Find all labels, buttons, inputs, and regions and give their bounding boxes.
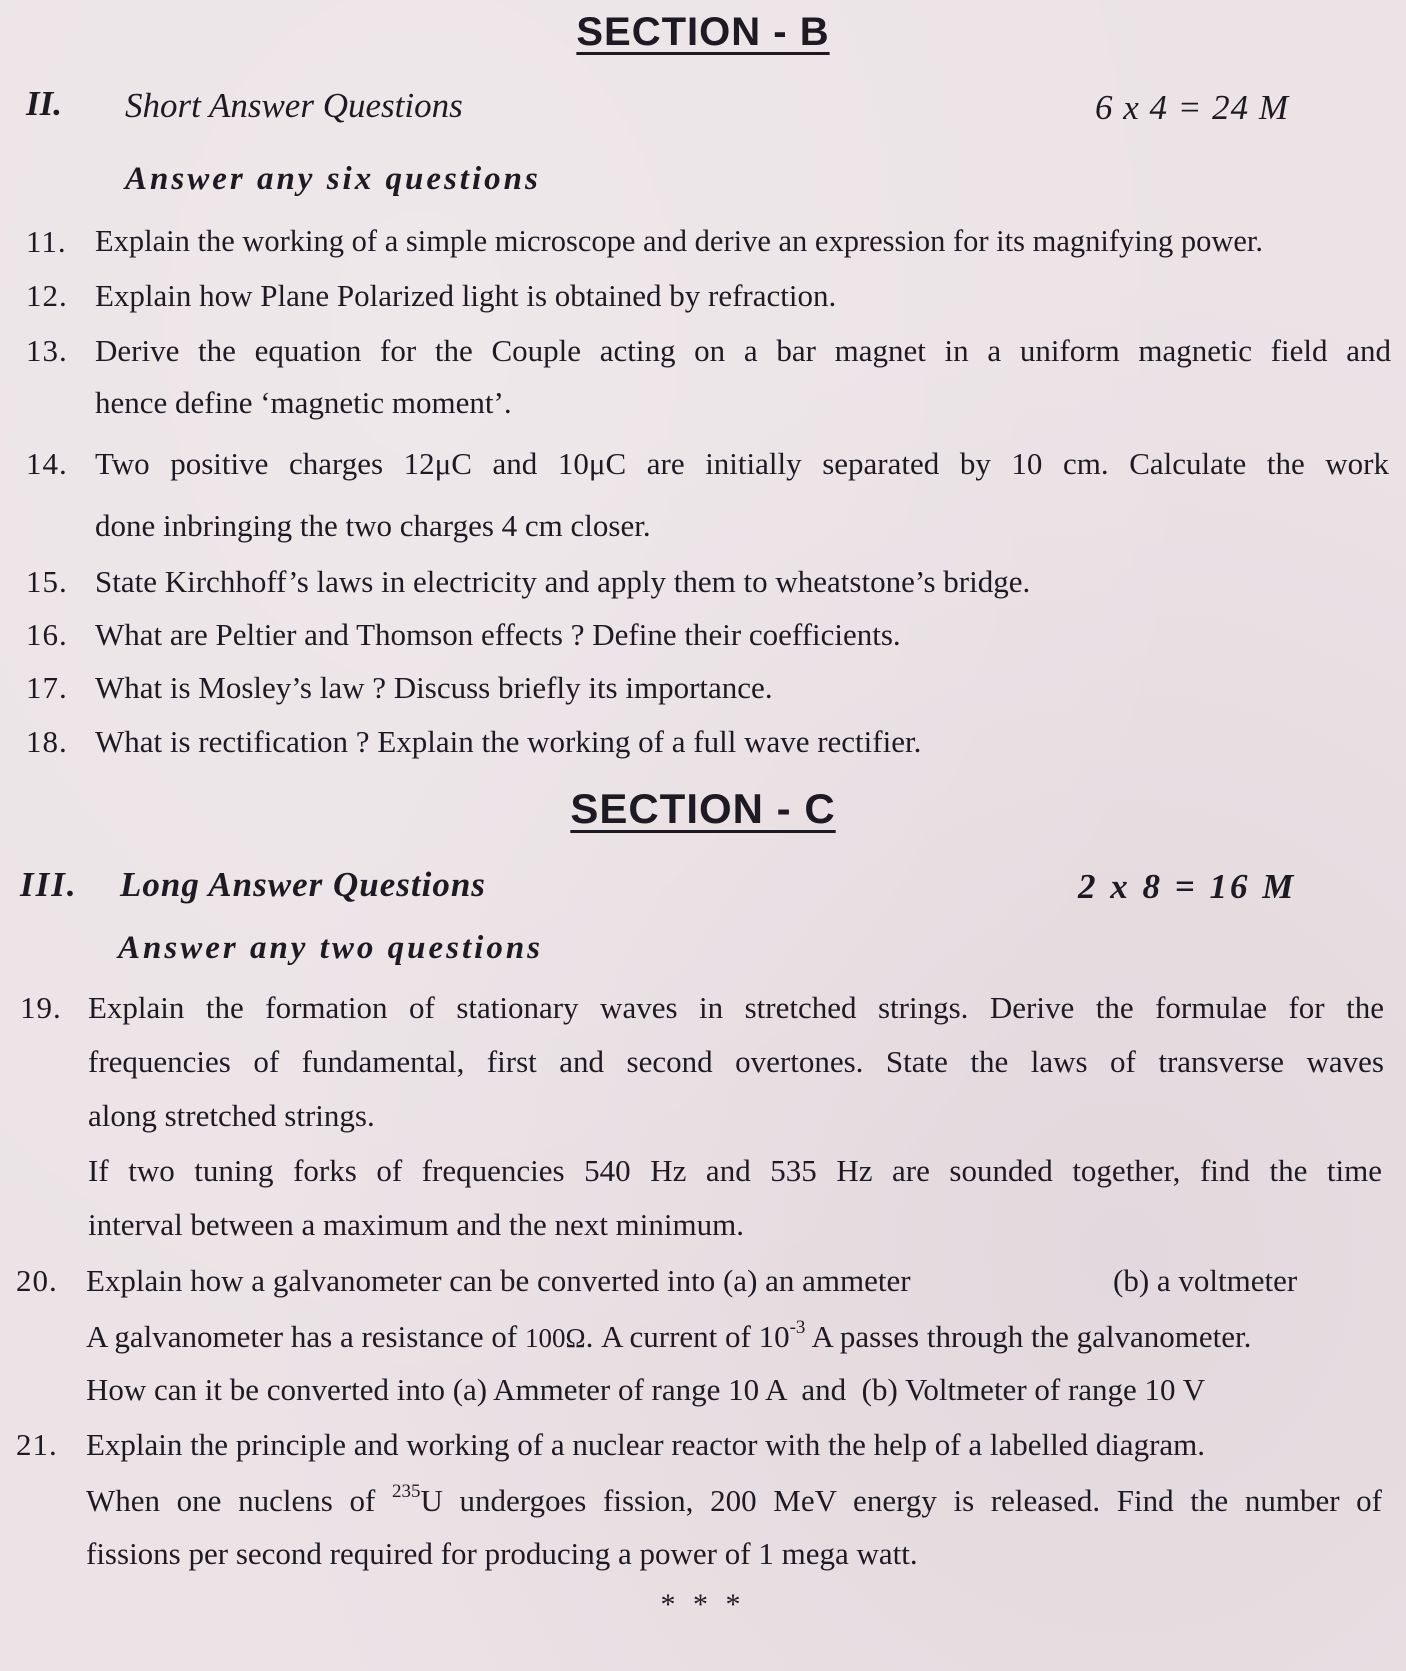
question-text [86,1481,1382,1519]
exponent: -3 [789,1317,806,1338]
section-c-marks: 2 x 8 = 16 M [1078,867,1297,906]
question-text: What are Peltier and Thomson effects ? Define their coefficients. [95,617,901,652]
question-text: (b) a voltmeter [1113,1263,1298,1298]
question-text: Explain the principle and working of a nuclear reactor with the help of a labelled diagram. [86,1427,1206,1462]
question-number: 17. [26,670,68,705]
question-text: frequencies of fundamental, first and second overtones. State the laws of transverse waves [88,1044,1384,1079]
section-b-marks: 6 x 4 = 24 M [1095,88,1290,127]
section-c-instruction: Answer any two questions [118,930,544,966]
question-number: 19. [20,990,62,1025]
question-text: done inbringing the two charges 4 cm closer. [95,508,651,543]
q21-text-part: U undergoes fission, 200 MeV energy is released. Find the number of [420,1483,1383,1518]
section-c-heading: SECTION - C [570,785,836,832]
section-b-roman-numeral: II. [26,84,62,123]
question-number: 14. [26,446,68,481]
section-c-roman-numeral: III. [20,865,78,904]
question-text: If two tuning forks of frequencies 540 Hz and 535 Hz are sounded together, find the time [88,1153,1382,1188]
question-text: Explain how Plane Polarized light is obtained by refraction. [95,278,837,313]
question-number: 11. [26,224,67,259]
question-text: Explain the formation of stationary waves in stretched strings. Derive the formulae for the [88,990,1384,1025]
question-text: interval between a maximum and the next minimum. [88,1207,744,1242]
isotope-mass-number: 235 [391,1481,421,1502]
question-number: 21. [16,1427,58,1462]
question-number: 20. [16,1263,58,1298]
section-b-instruction: Answer any six questions [125,161,541,197]
question-text: How can it be converted into (a) Ammeter of range 10 A and (b) Voltmeter of range 10 V [86,1372,1206,1407]
question-number: 16. [26,617,68,652]
q20-text-part: A galvanometer has a resistance of [86,1319,518,1354]
question-number: 18. [26,724,68,759]
end-of-paper-mark: * * * [660,1588,746,1621]
question-text: What is rectification ? Explain the working of a full wave rectifier. [95,724,922,759]
q20-text-part: . A current of 10 [585,1319,790,1354]
q21-text-part: When one nuclens of [86,1483,376,1518]
question-number: 13. [26,333,68,368]
question-text: fissions per second required for producing a power of 1 mega watt. [86,1536,918,1571]
question-text [86,1317,1386,1355]
question-text: Explain how a galvanometer can be converted into (a) an ammeter [86,1263,911,1298]
question-text: What is Mosley’s law ? Discuss briefly its importance. [95,670,773,705]
question-text: Explain the working of a simple microscope and derive an expression for its magnifying power. [95,224,1264,258]
section-b-title: Short Answer Questions [125,86,463,125]
question-text: Derive the equation for the Couple acting on a bar magnet in a uniform magnetic field and [95,333,1391,368]
question-number: 12. [26,278,68,313]
question-number: 15. [26,564,68,599]
section-c-title: Long Answer Questions [120,865,486,904]
section-b-heading: SECTION - B [576,10,830,54]
resistance-value: 100Ω [525,1323,586,1353]
question-text: hence define ‘magnetic moment’. [95,385,512,420]
q20-text-part: A passes through the galvanometer. [805,1319,1252,1354]
question-text: along stretched strings. [88,1098,375,1133]
question-text: Two positive charges 12μC and 10μC are initially separated by 10 cm. Calculate the work [95,446,1389,481]
question-text: State Kirchhoff’s laws in electricity and apply them to wheatstone’s bridge. [95,564,1031,599]
